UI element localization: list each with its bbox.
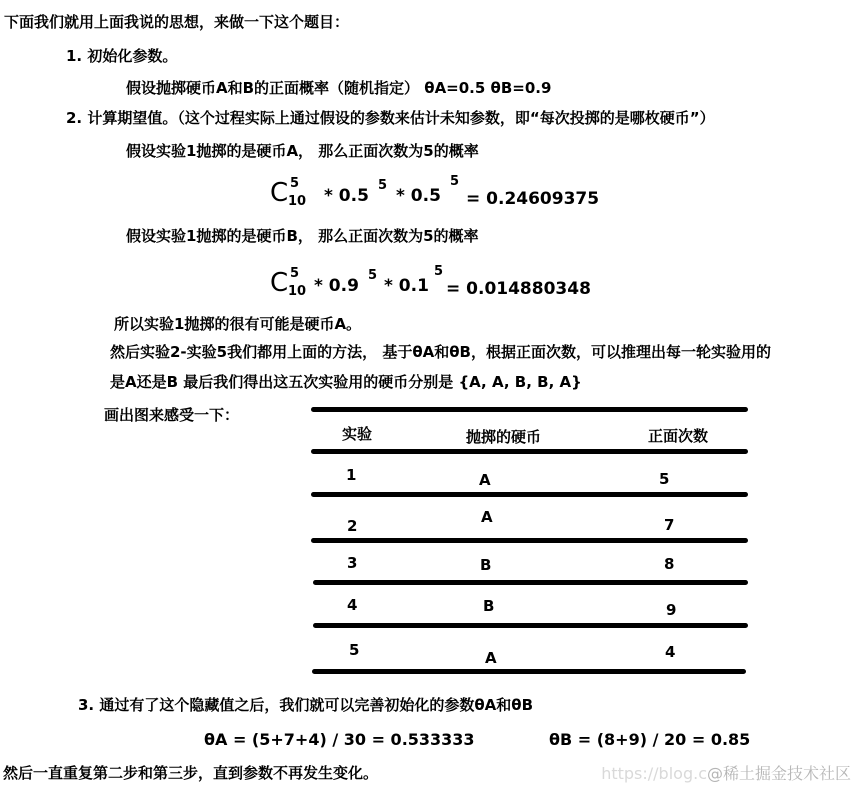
exponent-1: 5	[368, 268, 378, 283]
table-rule	[311, 449, 748, 454]
header-heads: 正面次数	[648, 427, 709, 445]
header-coin: 抛掷的硬币	[466, 428, 542, 446]
watermark	[601, 761, 851, 784]
cell-coin: B	[480, 556, 492, 574]
exponent-2: 5	[450, 174, 460, 189]
cell-experiment: 5	[349, 641, 360, 659]
combination-symbol: C	[270, 268, 289, 298]
cell-experiment: 4	[347, 596, 358, 614]
cell-coin: A	[481, 508, 493, 526]
table-rule	[311, 407, 748, 412]
table-rule	[313, 580, 748, 585]
combination-k: 5	[290, 266, 300, 281]
combination-k: 5	[290, 176, 300, 191]
formula-result: = 0.014880348	[446, 279, 591, 299]
cell-coin: A	[485, 649, 497, 667]
cell-experiment: 1	[346, 466, 357, 484]
exponent-2: 5	[434, 264, 444, 279]
watermark-url: https://blog.c	[601, 764, 707, 783]
theta-b-update: θB = (8+9) / 20 = 0.85	[549, 730, 751, 749]
cell-coin: B	[483, 597, 495, 615]
term-2: * 0.1	[384, 276, 429, 296]
formula-result: = 0.24609375	[466, 189, 600, 209]
term-2: * 0.5	[396, 186, 441, 206]
step2-case-b: 假设实验1抛掷的是硬币B， 那么正面次数为5的概率	[126, 227, 479, 245]
cell-heads: 7	[664, 516, 675, 534]
watermark-text: @稀土掘金技术社区	[706, 764, 851, 783]
step2-method-line1: 然后实验2-实验5我们都用上面的方法， 基于θA和θB，根据正面次数，可以推理出每一轮实验用的	[110, 343, 771, 361]
table-rule	[312, 669, 746, 674]
cell-heads: 9	[666, 601, 677, 619]
step2-conclusion: 所以实验1抛掷的很有可能是硬币A。	[114, 315, 362, 333]
step2-title: 2. 计算期望值。（这个过程实际上通过假设的参数来估计未知参数，即“每次投掷的是哪枚硬币”）	[66, 109, 715, 127]
combination-symbol: C	[270, 178, 289, 208]
step1-title: 1. 初始化参数。	[66, 47, 178, 65]
cell-experiment: 3	[347, 554, 358, 572]
formula-a	[270, 174, 600, 216]
term-1: * 0.5	[324, 186, 369, 206]
header-experiment: 实验	[342, 425, 373, 443]
combination-n: 10	[288, 284, 307, 299]
intro-text: 下面我们就用上面我说的思想，来做一下这个题目：	[4, 13, 350, 31]
term-1: * 0.9	[314, 276, 359, 296]
final-text: 然后一直重复第二步和第三步，直到参数不再发生变化。	[3, 764, 379, 782]
cell-heads: 8	[664, 555, 675, 573]
formula-b	[270, 266, 600, 306]
step2-method-line2: 是A还是B 最后我们得出这五次实验用的硬币分别是 {A, A, B, B, A}	[110, 373, 582, 391]
cell-experiment: 2	[347, 517, 358, 535]
exponent-1: 5	[378, 178, 388, 193]
cell-coin: A	[479, 471, 491, 489]
step2-case-a: 假设实验1抛掷的是硬币A， 那么正面次数为5的概率	[126, 142, 479, 160]
step3-title: 3. 通过有了这个隐藏值之后，我们就可以完善初始化的参数θA和θB	[78, 696, 534, 714]
theta-a-update: θA = (5+7+4) / 30 = 0.533333	[204, 730, 475, 749]
table-rule	[311, 538, 748, 543]
cell-heads: 5	[659, 470, 670, 488]
table-rule	[313, 623, 748, 628]
table-rule	[311, 492, 748, 497]
combination-n: 10	[288, 194, 307, 209]
draw-label: 画出图来感受一下：	[104, 406, 240, 424]
step1-desc: 假设抛掷硬币A和B的正面概率（随机指定） θA=0.5 θB=0.9	[126, 79, 552, 97]
cell-heads: 4	[665, 643, 676, 661]
